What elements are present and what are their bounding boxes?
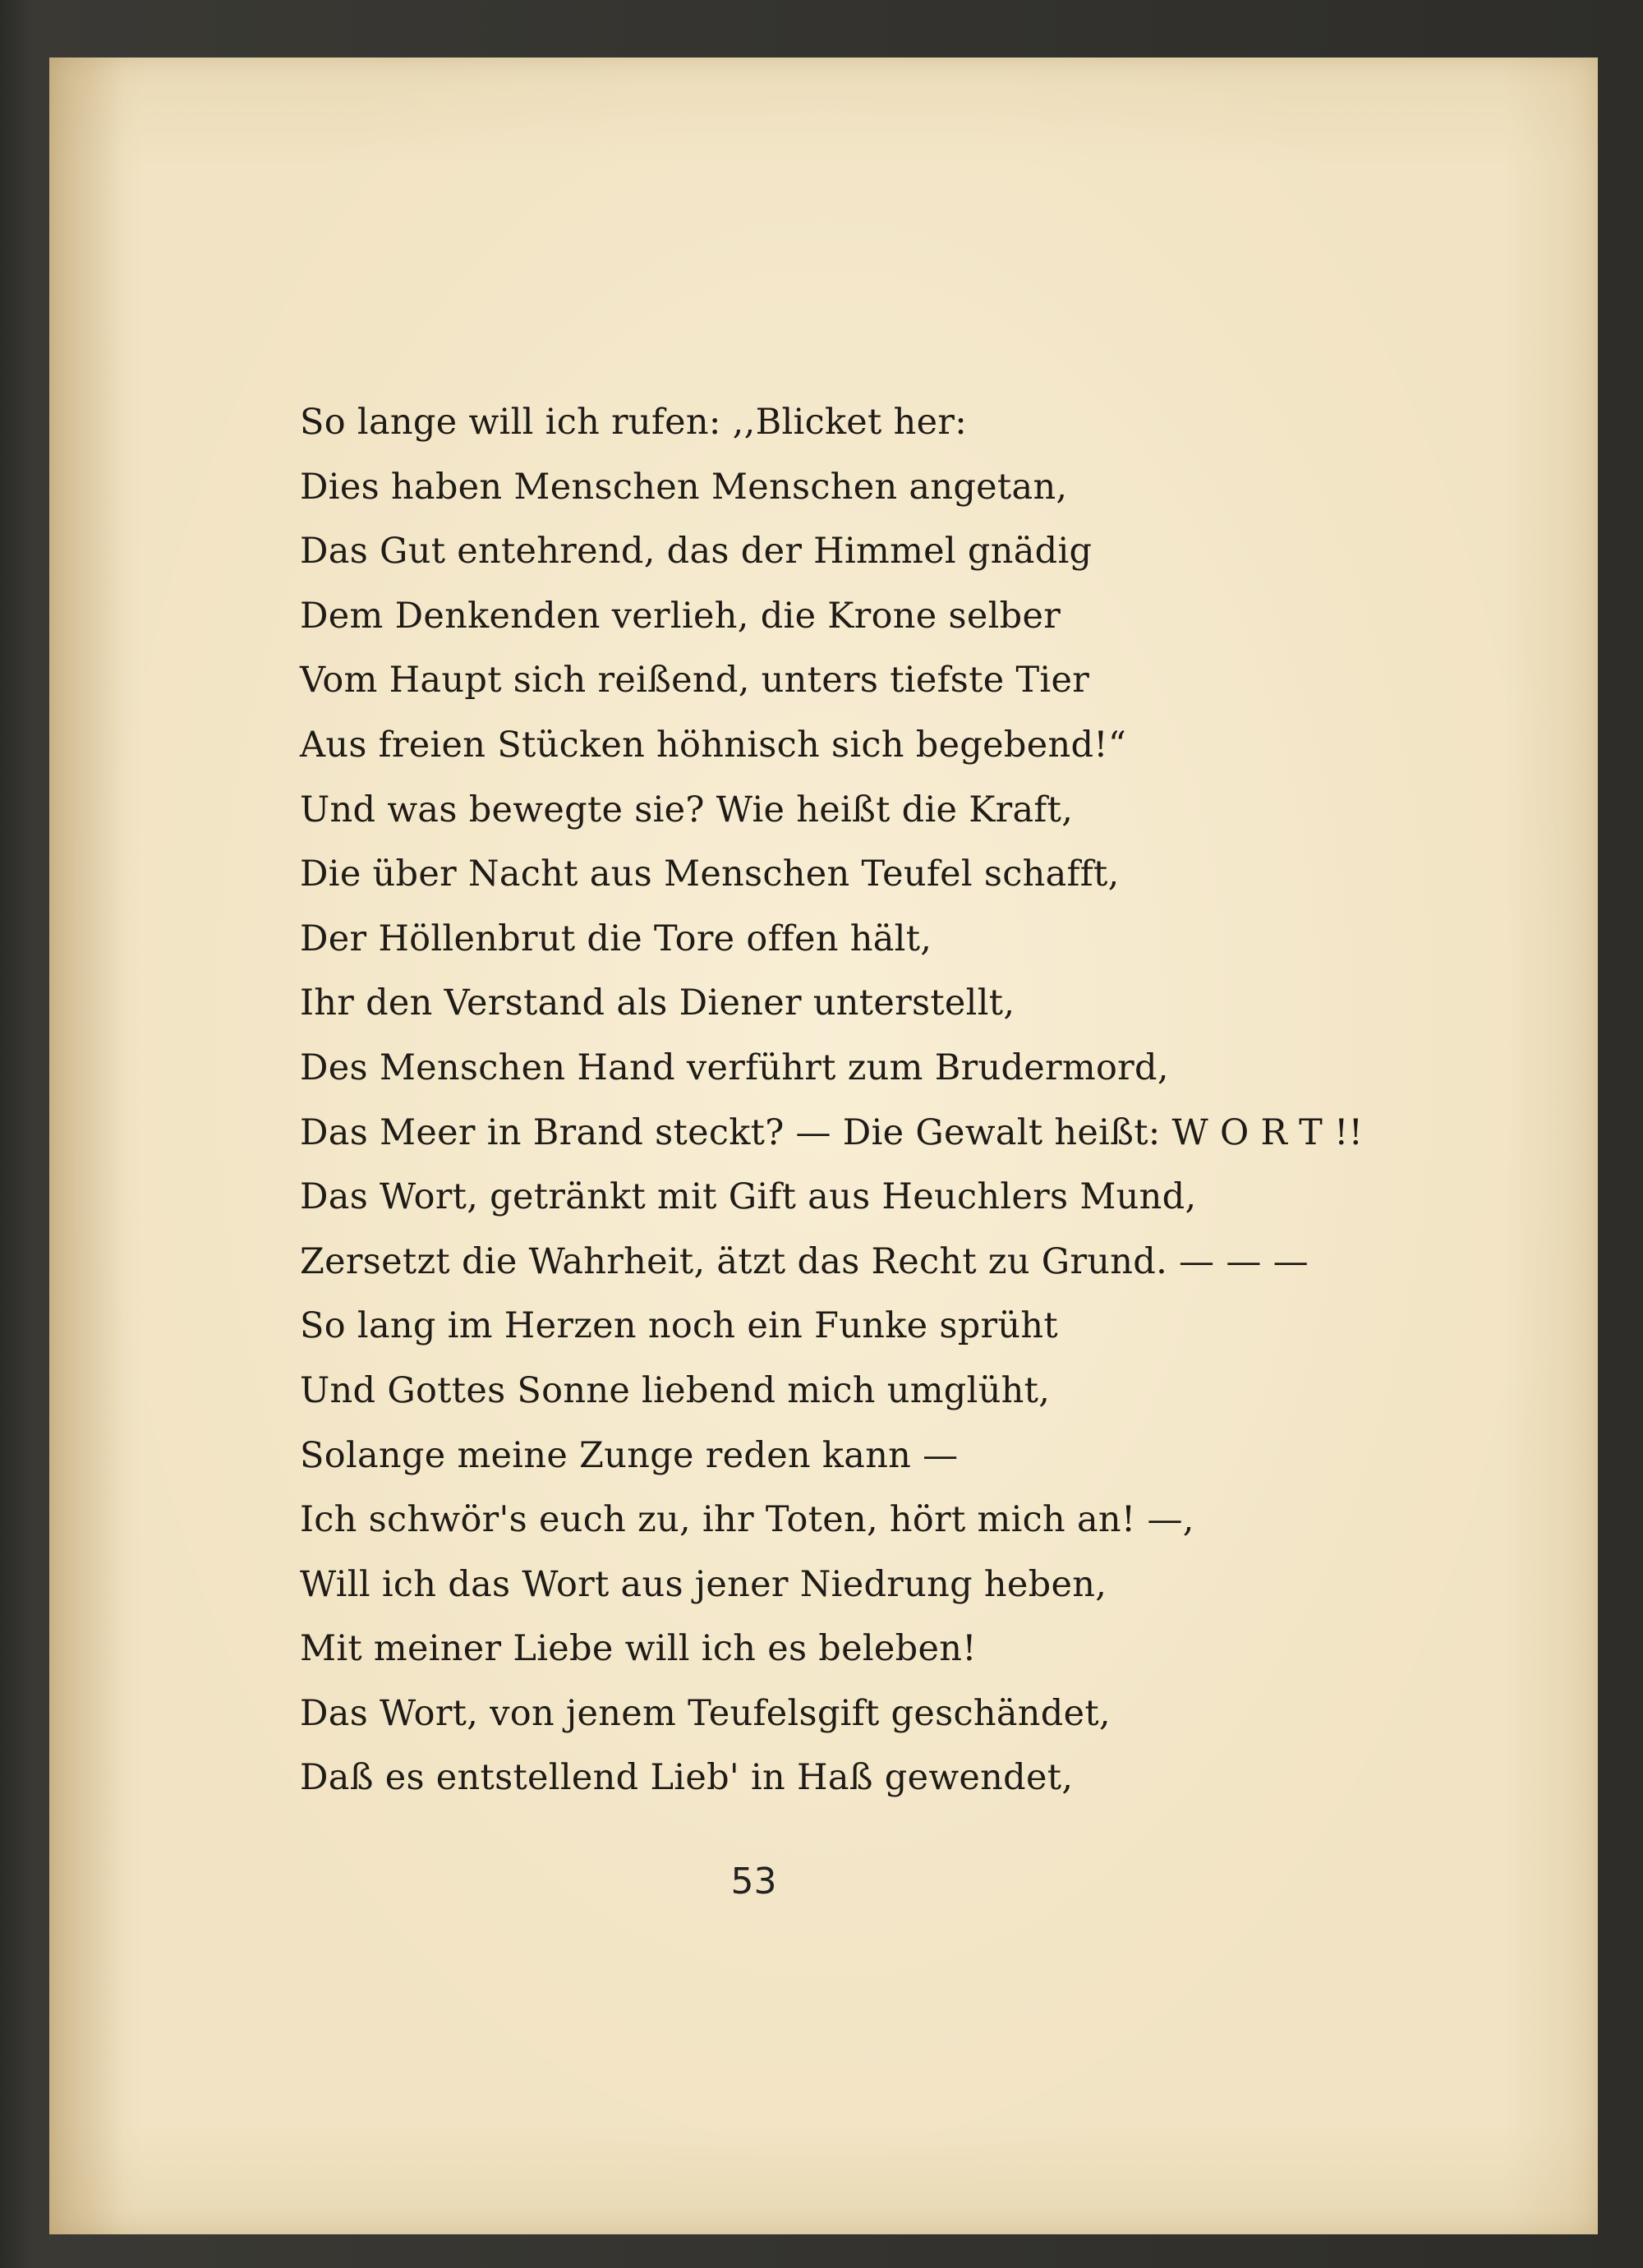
poem-line: Ich schwör's euch zu, ihr Toten, hört mich an! —,	[300, 1499, 1194, 1541]
poem-line: Die über Nacht aus Menschen Teufel schafft,	[300, 853, 1120, 895]
poem-line: Aus freien Stücken höhnisch sich begebend!“	[300, 724, 1127, 766]
book-page	[49, 58, 1598, 2234]
poem-line: Das Wort, getränkt mit Gift aus Heuchlers Mund,	[300, 1176, 1197, 1218]
poem-line: Das Wort, von jenem Teufelsgift geschändet,	[300, 1692, 1111, 1734]
poem-line: Daß es entstellend Lieb' in Haß gewendet,	[300, 1757, 1074, 1799]
poem-line: Dies haben Menschen Menschen angetan,	[300, 466, 1068, 508]
poem-line: Und Gottes Sonne liebend mich umglüht,	[300, 1369, 1051, 1411]
poem-line: So lang im Herzen noch ein Funke sprüht	[300, 1305, 1058, 1347]
poem-line: Will ich das Wort aus jener Niedrung heben,	[300, 1563, 1107, 1605]
poem-line: Des Menschen Hand verführt zum Brudermord,	[300, 1047, 1169, 1088]
poem-line: So lange will ich rufen: ,,Blicket her:	[300, 402, 967, 443]
poem-line: Dem Denkenden verlieh, die Krone selber	[300, 595, 1061, 637]
page-number: 53	[730, 1861, 777, 1902]
poem-line: Solange meine Zunge reden kann —	[300, 1434, 959, 1476]
poem-line: Der Höllenbrut die Tore offen hält,	[300, 918, 932, 959]
poem-line: Das Gut entehrend, das der Himmel gnädig	[300, 531, 1093, 573]
poem-line: Das Meer in Brand steckt? — Die Gewalt heißt: W O R T !!	[300, 1111, 1364, 1153]
poem-line: Zersetzt die Wahrheit, ätzt das Recht zu Grund. — — —	[300, 1240, 1309, 1282]
poem-line: Ihr den Verstand als Diener unterstellt,	[300, 982, 1015, 1024]
page-gutter-shadow	[49, 58, 123, 2234]
poem-line: Mit meiner Liebe will ich es beleben!	[300, 1628, 977, 1670]
poem-line: Und was bewegte sie? Wie heißt die Kraft,	[300, 789, 1074, 830]
poem-text	[300, 390, 1450, 1810]
poem-line: Vom Haupt sich reißend, unters tiefste Tier	[300, 660, 1090, 702]
